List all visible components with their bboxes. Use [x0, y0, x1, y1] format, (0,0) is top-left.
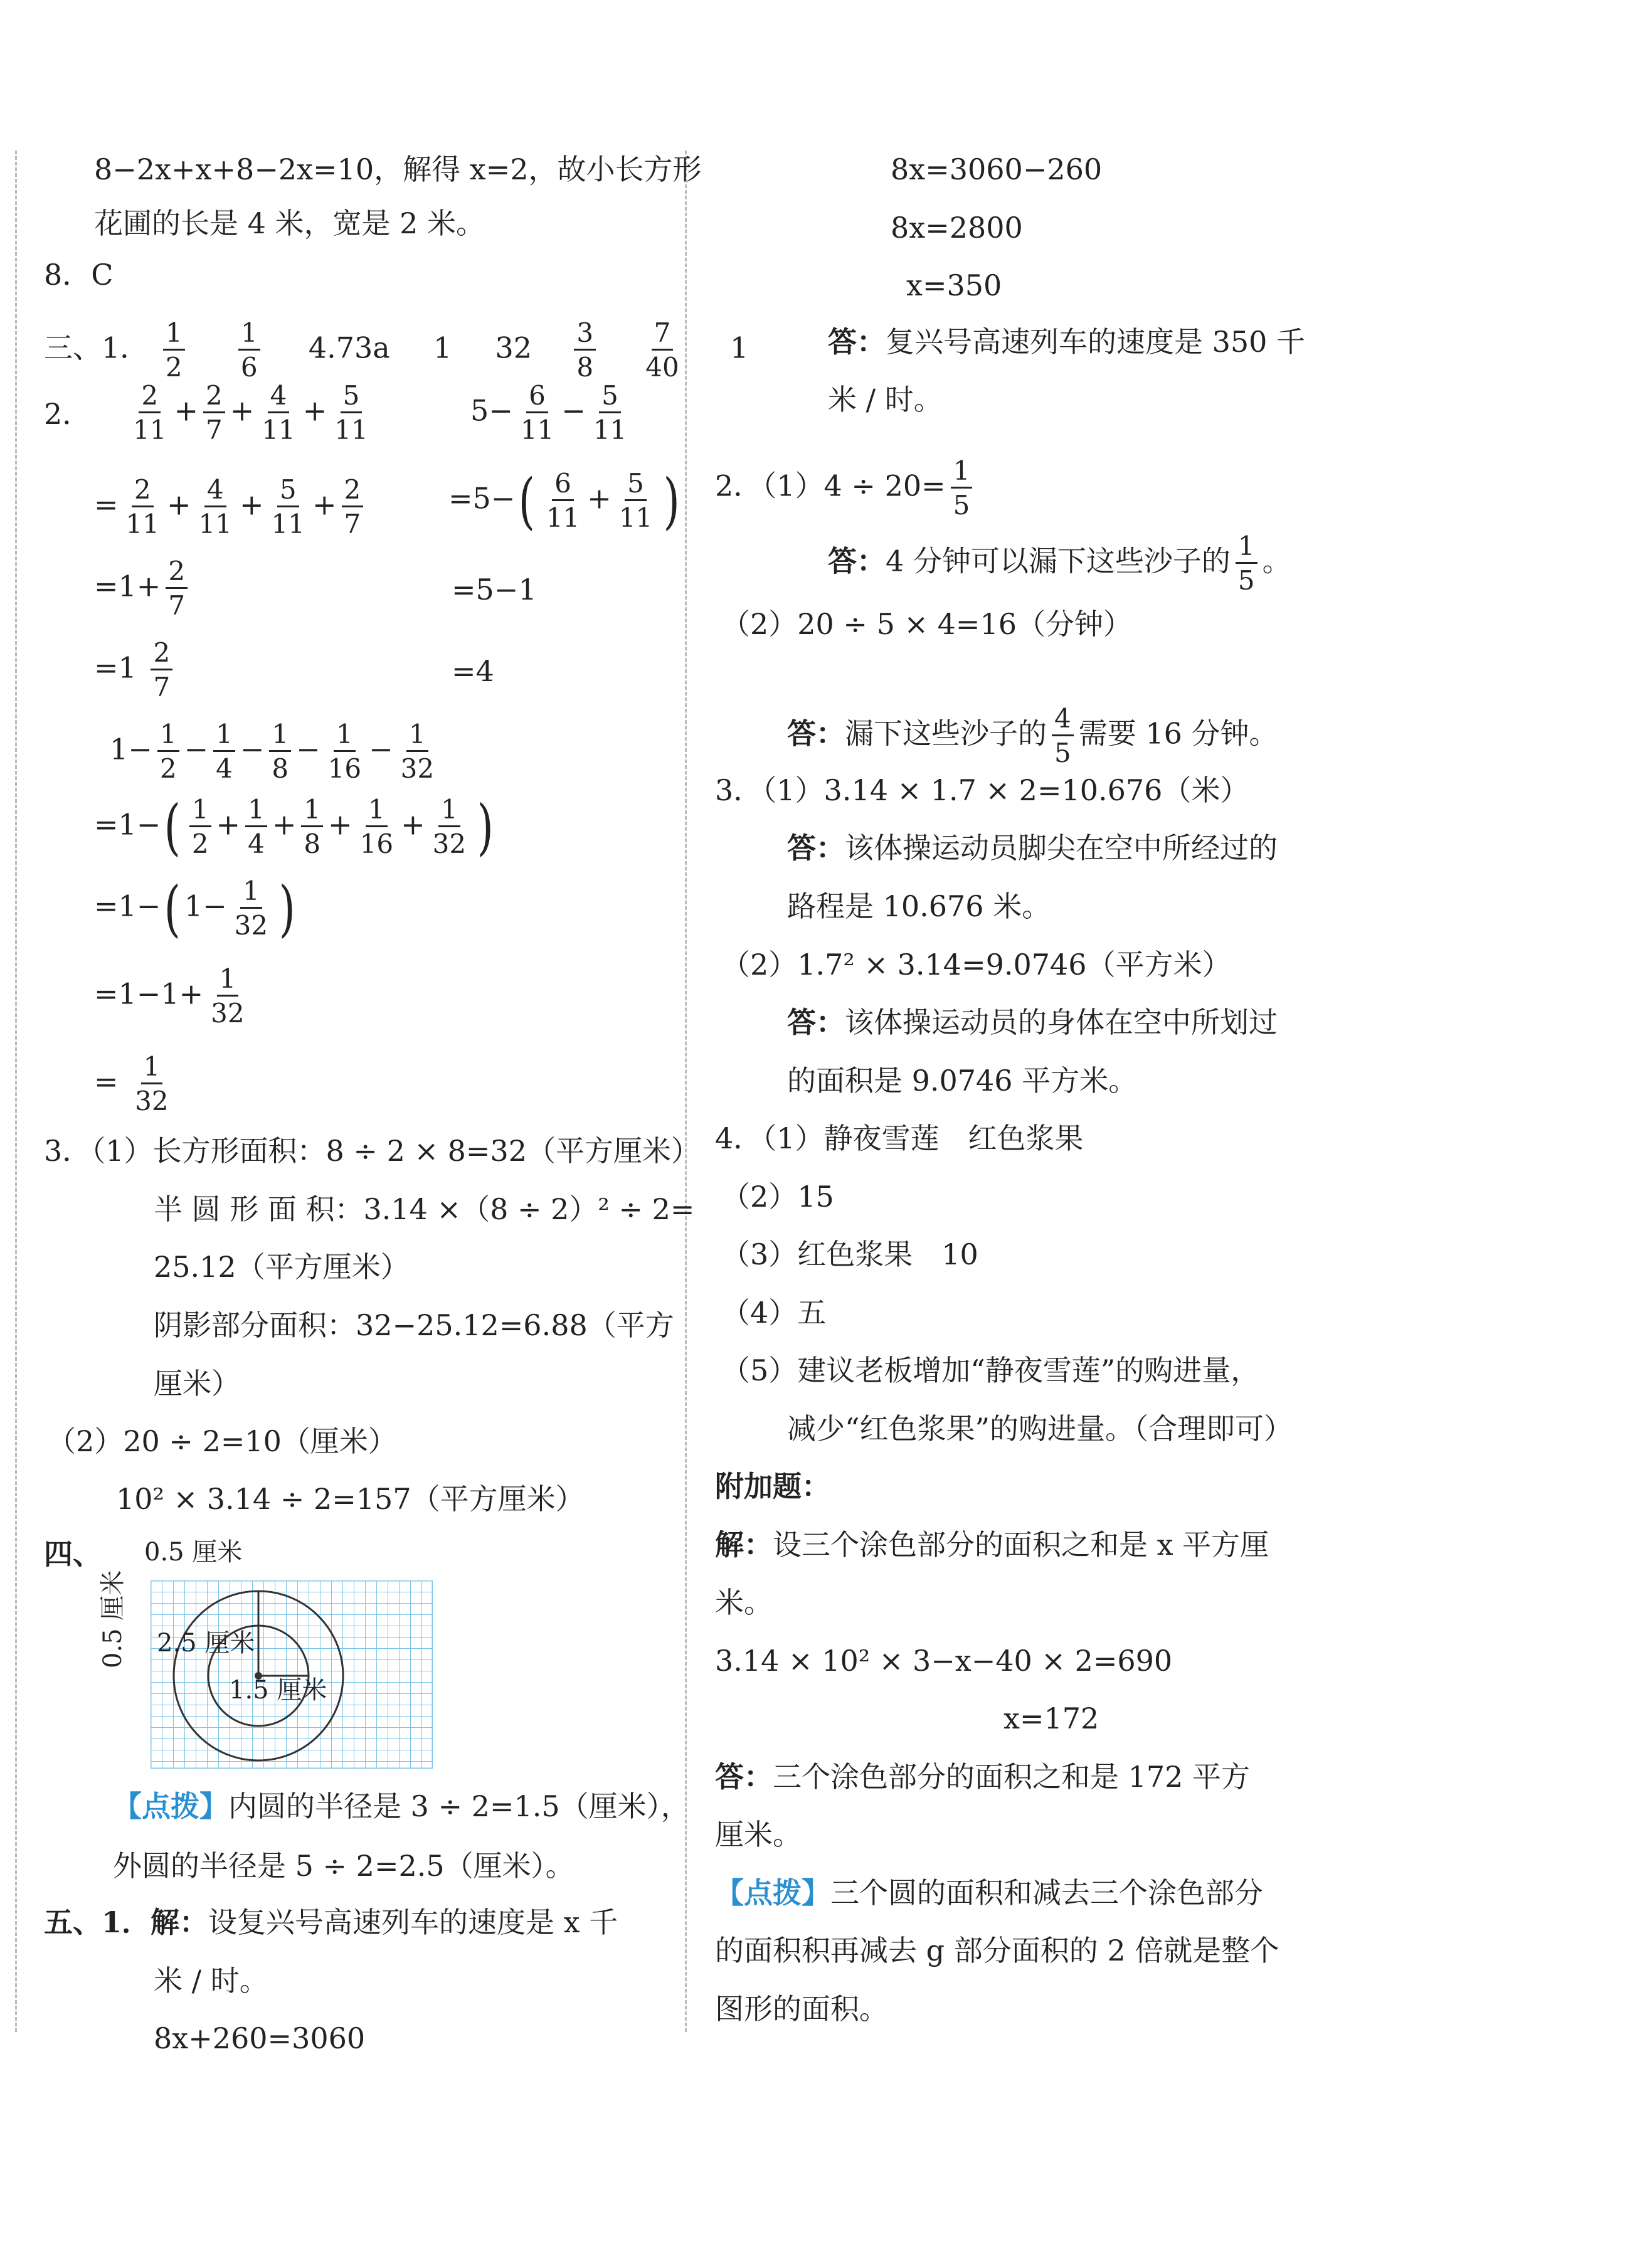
section-5: 五、1．解：设复兴号高速列车的速度是 x 千 — [44, 1905, 618, 1939]
fraction: $\frac{3}{8}$ — [574, 320, 596, 381]
line: （2）15 — [721, 1180, 834, 1214]
line: 减少“红色浆果”的购进量。（合理即可） — [787, 1412, 1293, 1446]
line: 米 / 时。 — [828, 383, 943, 416]
section-3-q1 — [44, 317, 749, 383]
question-8: 8．C — [44, 258, 114, 292]
line: 花圃的长是 4 米，宽是 2 米。 — [94, 206, 485, 240]
line: 8x+260=3060 — [154, 2021, 366, 2055]
bonus-heading: 附加题： — [715, 1469, 830, 1503]
line: 图形的面积。 — [715, 1992, 888, 2026]
answer-line: 答：该体操运动员的身体在空中所划过 — [787, 1005, 1278, 1039]
line: 10² × 3.14 ÷ 2=157（平方厘米） — [116, 1482, 585, 1516]
line: 米 / 时。 — [154, 1964, 268, 1998]
line: x=172 — [1003, 1702, 1099, 1735]
equation: =4 — [452, 654, 494, 688]
line: （2）20 ÷ 2=10（厘米） — [47, 1424, 397, 1458]
line: 的面积是 9.0746 平方米。 — [787, 1064, 1138, 1098]
line: 8x=2800 — [891, 211, 1023, 245]
answer-line: 答：该体操运动员脚尖在空中所经过的 — [787, 831, 1278, 865]
figure-label-inner: 1.5 厘米 — [229, 1676, 327, 1705]
answer: 1 — [433, 331, 452, 365]
question-2: 2．（1）4 ÷ 20= $\frac{1}{5}$ — [715, 458, 977, 519]
line: 25.12（平方厘米） — [154, 1250, 410, 1284]
line: 外圆的半径是 5 ÷ 2=2.5（厘米）。 — [113, 1849, 574, 1883]
answer-line: 答：三个涂色部分的面积之和是 172 平方 — [715, 1760, 1251, 1794]
fraction: $\frac{1}{6}$ — [238, 320, 260, 381]
equation: =1 $\frac{2}{7}$ — [94, 640, 177, 701]
line: 8x=3060−260 — [891, 152, 1103, 186]
line: 3．（1）3.14 × 1.7 × 2=10.676（米） — [715, 773, 1249, 807]
equation: =1−( $\frac{1}{2}$ + $\frac{1}{4}$ + $\frac{1}{8}$ + $\frac{1}{16}$ + $\frac{1}{32}$ ) — [94, 791, 494, 862]
line: 厘米） — [154, 1367, 240, 1400]
equation: $\frac{2}{11}$ + $\frac{2}{7}$ + $\frac{4}{11}$ + $\frac{5}{11}$ — [133, 380, 368, 445]
question-2: 2． — [44, 397, 92, 431]
figure-label-side: 0.5 厘米 — [98, 1570, 127, 1668]
tip: 【点拨】内圆的半径是 3 ÷ 2=1.5（厘米）， — [113, 1789, 690, 1823]
line: 3.14 × 10² × 3−x−40 × 2=690 — [715, 1644, 1173, 1678]
line: 的面积积再减去 g 部分面积的 2 倍就是整个 — [715, 1934, 1279, 1967]
fraction: $\frac{1}{2}$ — [163, 320, 185, 381]
line: 阴影部分面积：32−25.12=6.88（平方 — [154, 1308, 674, 1342]
line: （4）五 — [721, 1296, 827, 1330]
answer: 1 — [730, 331, 749, 365]
line: 半 圆 形 面 积：3.14 ×（8 ÷ 2）² ÷ 2= — [154, 1192, 695, 1226]
line: 3．（1）长方形面积：8 ÷ 2 × 8=32（平方厘米） — [44, 1134, 700, 1168]
answer-line: 答：4 分钟可以漏下这些沙子的 $\frac{1}{5}$ 。 — [828, 531, 1291, 596]
tip: 【点拨】三个圆的面积和减去三个涂色部分 — [715, 1876, 1263, 1910]
section-label: 三、1． — [44, 331, 149, 365]
answer-line: 答：复兴号高速列车的速度是 350 千 — [828, 325, 1306, 359]
line: （5）建议老板增加“静夜雪莲”的购进量， — [721, 1353, 1260, 1387]
line: （2）1.7² × 3.14=9.0746（平方米） — [721, 948, 1231, 982]
line: 路程是 10.676 米。 — [787, 889, 1051, 923]
equation: =1−( 1− $\frac{1}{32}$ ) — [94, 873, 295, 944]
figure-label-top: 0.5 厘米 — [144, 1538, 243, 1567]
fraction: $\frac{7}{40}$ — [645, 317, 679, 383]
line: 解：设三个涂色部分的面积之和是 x 平方厘 — [715, 1528, 1269, 1562]
column-divider — [685, 151, 687, 2032]
left-margin-line — [15, 151, 17, 2032]
equation: =1−1+ $\frac{1}{32}$ — [94, 963, 245, 1029]
equation: =1+ $\frac{2}{7}$ — [94, 558, 193, 619]
line: 米。 — [715, 1585, 773, 1619]
section-4-label: 四、 — [44, 1537, 102, 1571]
equation: = $\frac{2}{11}$ + $\frac{4}{11}$ + $\frac{5}{11}$ + $\frac{2}{7}$ — [94, 477, 368, 537]
answer: 4.73a — [308, 331, 390, 365]
tip-label: 【点拨】 — [715, 1876, 830, 1910]
equation: = $\frac{1}{32}$ — [94, 1051, 169, 1116]
tip-label: 【点拨】 — [113, 1789, 228, 1823]
line: 厘米。 — [715, 1818, 802, 1851]
line: x=350 — [906, 268, 1002, 302]
line: 4．（1）静夜雪莲 红色浆果 — [715, 1121, 1084, 1155]
equation: 1− $\frac{1}{2}$ − $\frac{1}{4}$ − $\frac{1}{8}$ − $\frac{1}{16}$ − $\frac{1}{32}$ — [110, 719, 435, 784]
answer-line: 答：漏下这些沙子的 $\frac{4}{5}$ 需要 16 分钟。 — [787, 703, 1278, 768]
equation: =5−( $\frac{6}{11}$ + $\frac{5}{11}$ ) — [448, 465, 680, 536]
line: （2）20 ÷ 5 × 4=16（分钟） — [721, 607, 1132, 641]
line: （3）红色浆果 10 — [721, 1237, 978, 1271]
line: 8−2x+x+8−2x=10，解得 x=2，故小长方形 — [94, 152, 702, 186]
figure-label-outer: 2.5 厘米 — [157, 1629, 255, 1658]
equation: =5−1 — [452, 573, 537, 606]
equation: 5− $\frac{6}{11}$ − $\frac{5}{11}$ — [470, 380, 627, 445]
answer: 32 — [495, 331, 532, 365]
